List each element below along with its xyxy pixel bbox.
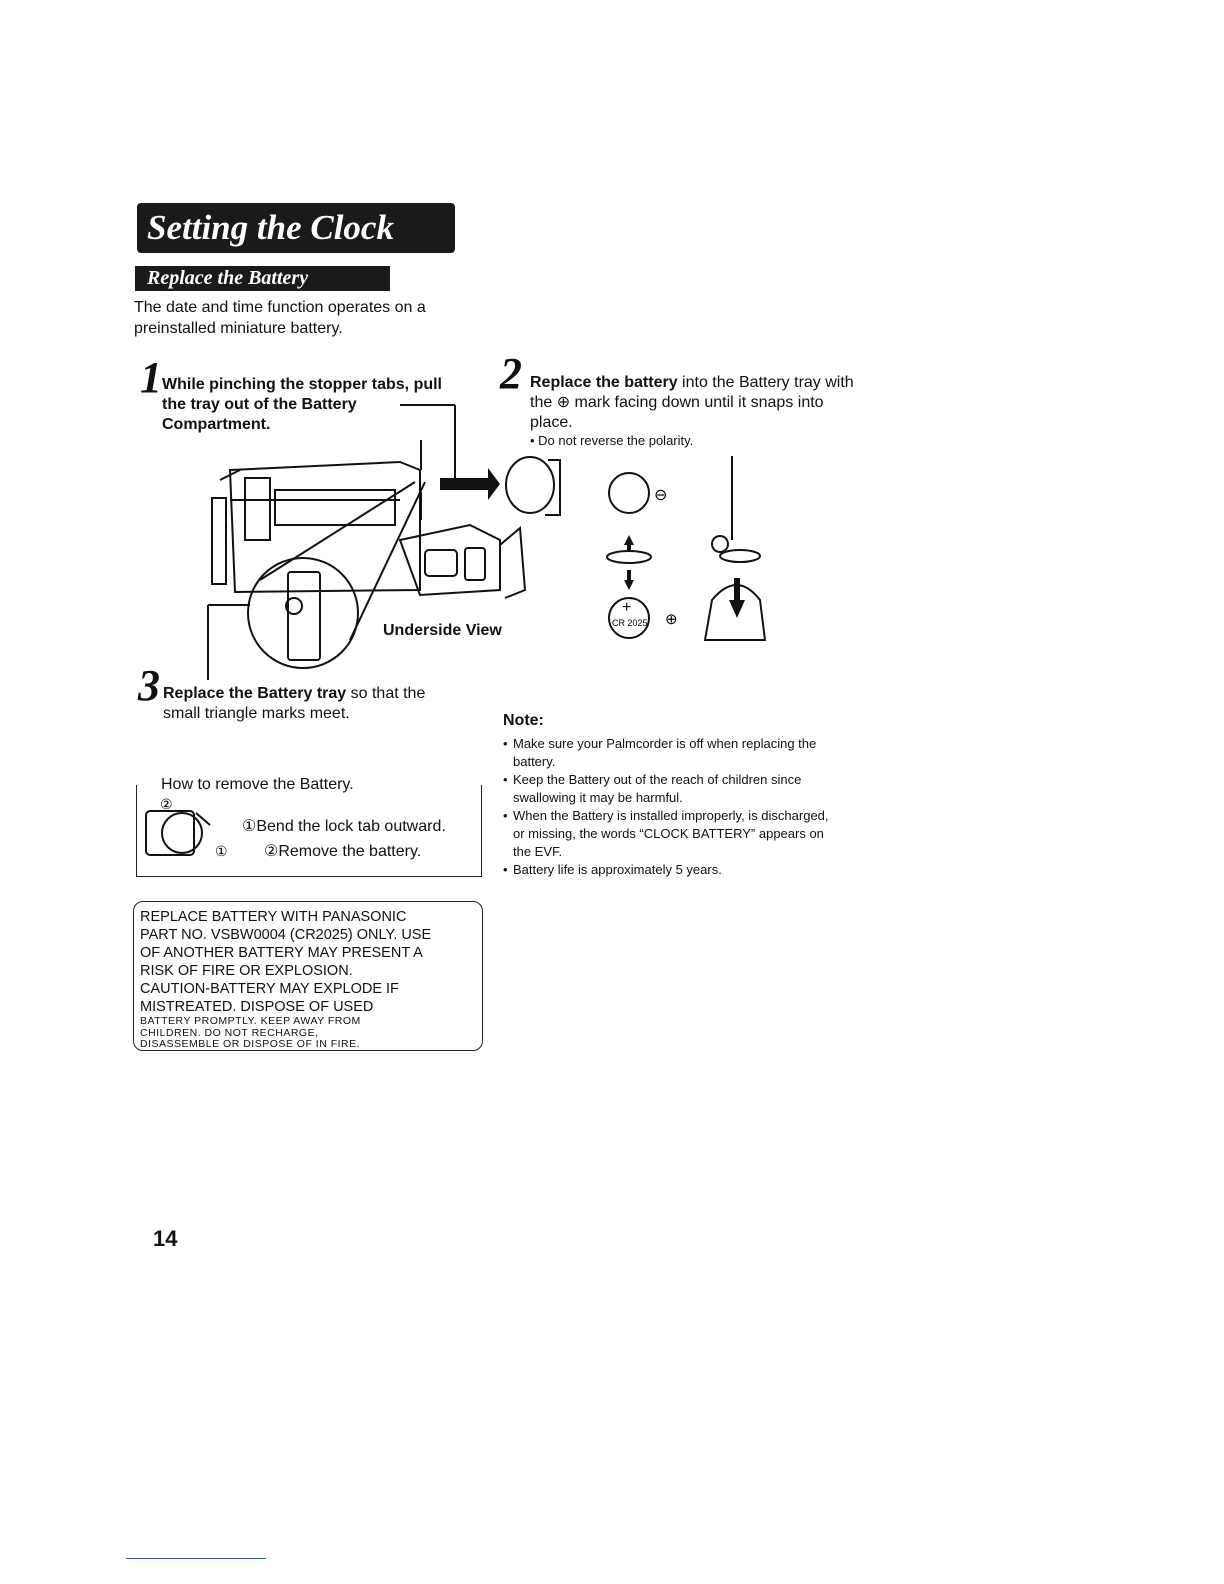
caution-line: MISTREATED. DISPOSE OF USED	[140, 999, 374, 1015]
step-2-bold: Replace the battery	[530, 374, 678, 391]
step-2-rest: into the Battery tray with the ⊕ mark facing down until it snaps into place.	[530, 374, 854, 431]
note-item: • Keep the Battery out of the reach of children since swallowing it may be harmful.	[503, 771, 843, 807]
step-2-bullet: • Do not reverse the polarity.	[530, 433, 694, 448]
caution-line: RISK OF FIRE OR EXPLOSION.	[140, 963, 353, 979]
note-item: • When the Battery is installed improperly, is discharged, or missing, the words “CLOCK BATTERY” appears on the EVF.	[503, 807, 843, 861]
step-3-rest: so that the small triangle marks meet.	[163, 685, 426, 722]
page-title: Setting the Clock	[137, 203, 455, 253]
caution-line: PART NO. VSBW0004 (CR2025) ONLY. USE	[140, 927, 432, 943]
underside-label: Underside View	[383, 622, 502, 639]
arrow-right-icon	[440, 468, 500, 500]
intro-text	[134, 297, 474, 339]
step-3-bold: Replace the Battery tray	[163, 685, 347, 702]
camcorder-body	[230, 462, 420, 592]
remove-step-2: ②Remove the battery.	[264, 843, 422, 860]
caution-line-small: DISASSEMBLE OR DISPOSE OF IN FIRE.	[140, 1038, 361, 1050]
marker-1: ①	[215, 843, 228, 859]
battery-label: CR 2025	[612, 618, 648, 628]
step-number-3: 3	[138, 661, 160, 710]
page-number: 14	[153, 1226, 178, 1251]
caution-line: OF ANOTHER BATTERY MAY PRESENT A	[140, 945, 423, 961]
caution-line-small: BATTERY PROMPTLY. KEEP AWAY FROM	[140, 1015, 361, 1027]
insert-arrow-icon	[729, 578, 745, 618]
step-number-2: 2	[500, 349, 522, 398]
battery-side-view	[607, 551, 651, 563]
note-title: Note:	[503, 712, 544, 729]
camcorder-illustration	[195, 360, 795, 690]
marker-2: ②	[160, 796, 173, 812]
remove-battery-title: How to remove the Battery.	[161, 776, 360, 794]
remove-battery-diagram	[140, 795, 240, 865]
step-number-1: 1	[140, 353, 162, 402]
arrow-up-icon	[624, 535, 634, 550]
footer-rule	[126, 1558, 266, 1559]
remove-step-1: ①Bend the lock tab outward.	[242, 818, 446, 835]
note-list	[503, 735, 843, 879]
caution-line: REPLACE BATTERY WITH PANASONIC	[140, 909, 407, 925]
plus-sign: +	[622, 599, 632, 616]
intro-line: The date and time function operates on a	[134, 299, 426, 316]
intro-line: preinstalled miniature battery.	[134, 320, 343, 337]
eyecup	[500, 528, 525, 598]
plus-mark: ⊕	[665, 611, 678, 628]
step-3-text	[163, 684, 463, 724]
minus-mark: ⊖	[654, 487, 668, 504]
caution-line: CAUTION-BATTERY MAY EXPLODE IF	[140, 981, 399, 997]
underside-magnifier	[248, 558, 358, 668]
note-item: • Battery life is approximately 5 years.	[503, 861, 843, 879]
battery-tray	[506, 457, 554, 513]
grip-strap	[212, 498, 226, 584]
section-title: Replace the Battery	[135, 266, 390, 291]
arrow-down-icon	[624, 570, 634, 590]
battery-top-view	[609, 473, 649, 513]
step-1-text: While pinching the stopper tabs, pull the tray out of the Battery Compartment.	[162, 376, 442, 433]
note-item: • Make sure your Palmcorder is off when replacing the battery.	[503, 735, 843, 771]
caution-line-small: CHILDREN. DO NOT RECHARGE,	[140, 1026, 319, 1039]
caution-text	[140, 908, 480, 1051]
